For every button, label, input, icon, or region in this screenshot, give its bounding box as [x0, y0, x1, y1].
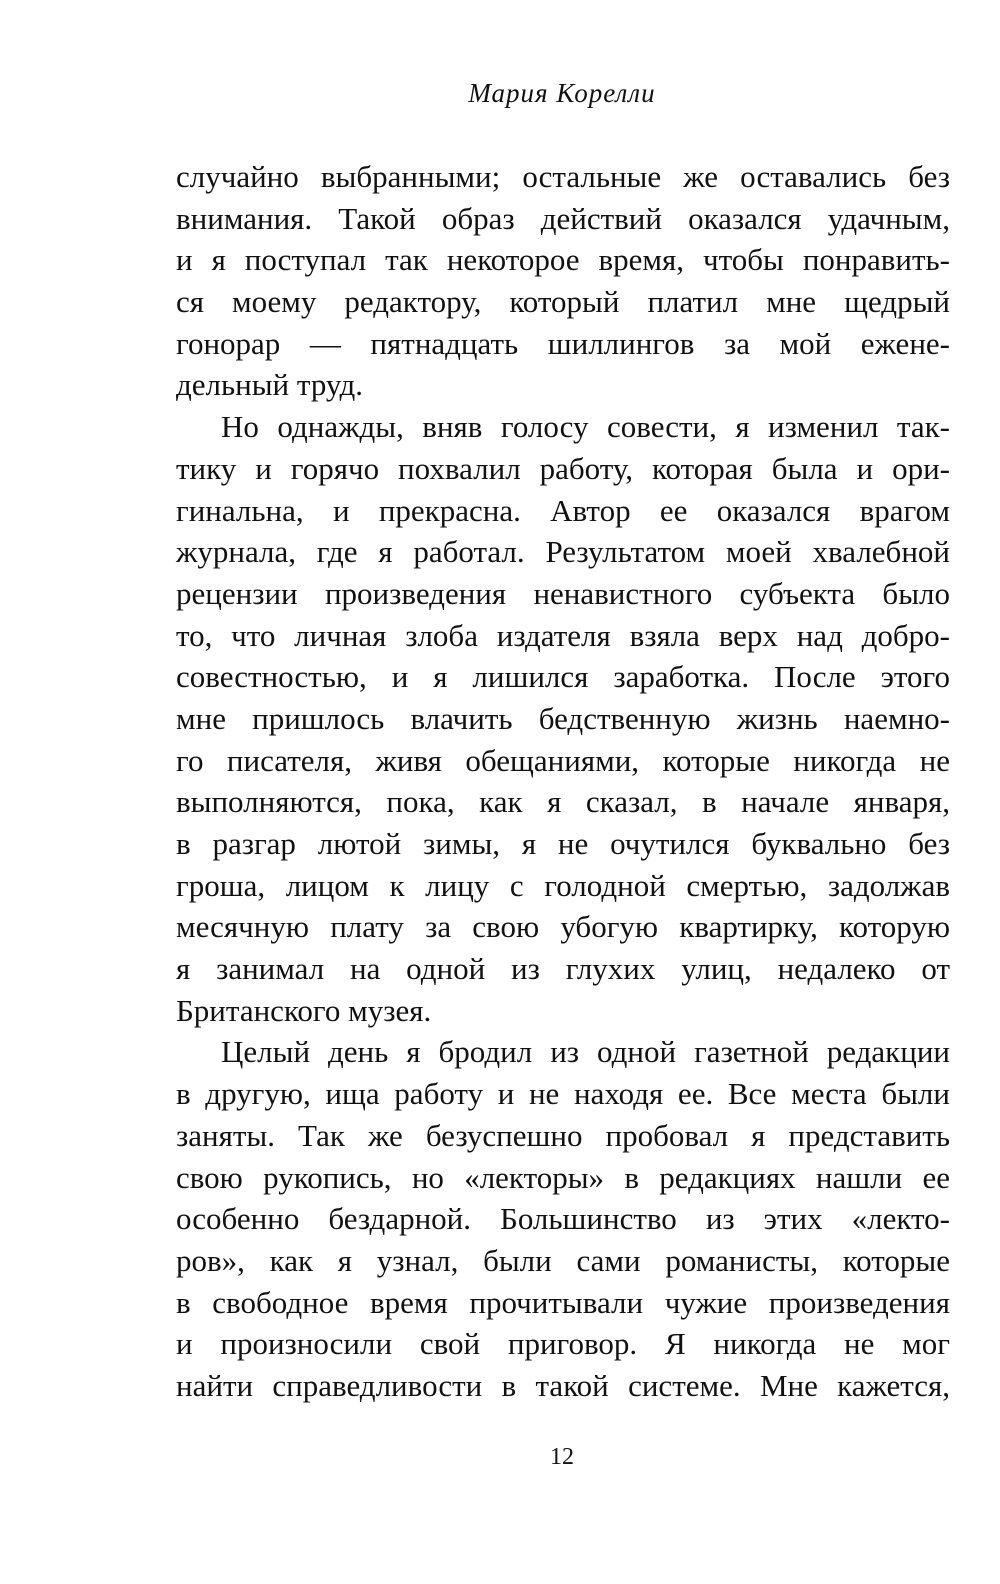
text-line: внимания. Такой образ действий оказался удачным, [176, 200, 950, 236]
text-line: случайно выбранными; остальные же оставались без [176, 159, 950, 194]
text-line: ся моему редактору, который платил мне щедрый [176, 284, 950, 320]
text-line: особенно бездарной. Большинство из этих «лекто- [176, 1201, 950, 1237]
paragraph-start-line: Целый день я бродил из одной газетной редакции [221, 1034, 950, 1070]
text-line: месячную плату за свою убогую квартирку, которую [176, 909, 950, 945]
page-number: 12 [550, 1444, 574, 1470]
text-line: го писателя, живя обещаниями, которые никогда не [176, 742, 950, 778]
text-line: и произносили свой приговор. Я никогда не мог [176, 1326, 950, 1362]
text-line: свою рукопись, но «лекторы» в редакциях нашли ее [176, 1159, 950, 1195]
text-line: заняты. Так же безуспешно пробовал я представить [176, 1117, 950, 1153]
text-line: гинальна, и прекрасна. Автор ее оказался врагом [176, 492, 950, 528]
text-line: то, что личная злоба издателя взяла верх над добро- [176, 617, 950, 653]
paragraph-start-line: Но однажды, вняв голосу совести, я изменил так- [221, 409, 950, 445]
text-line: совестностью, и я лишился заработка. После этого [176, 659, 950, 695]
text-line: и я поступал так некоторое время, чтобы понравить- [176, 242, 950, 278]
text-line: журнала, где я работал. Результатом моей хвалебной [176, 534, 950, 570]
text-line: мне пришлось влачить бедственную жизнь наемно- [176, 700, 950, 736]
text-line: тику и горячо похвалил работу, которая была и ори- [176, 450, 950, 486]
text-line: в свободное время прочитывали чужие произведения [176, 1284, 950, 1320]
running-title: Мария Корелли [468, 78, 656, 108]
text-line: гонорар — пятнадцать шиллингов за мой еженe- [176, 325, 950, 361]
text-line: я занимал на одной из глухих улиц, недалеко от [176, 951, 950, 987]
text-line: в другую, ища работу и не находя ее. Все места были [176, 1076, 950, 1112]
text-line: выполняются, пока, как я сказал, в начале января, [176, 784, 950, 820]
text-line: ров», как я узнал, были сами романисты, которые [176, 1242, 950, 1278]
text-line: в разгар лютой зимы, я не очутился буквально без [176, 826, 950, 861]
body-text [176, 156, 950, 1407]
text-line: гроша, лицом к лицу с голодной смертью, задолжав [176, 867, 950, 903]
text-line: Британского музея. [176, 992, 432, 1028]
text-line: найти справедливости в такой системе. Мне кажется, [176, 1367, 950, 1403]
text-line: рецензии произведения ненавистного субъекта было [176, 575, 950, 611]
text-line: дельный труд. [176, 367, 363, 403]
